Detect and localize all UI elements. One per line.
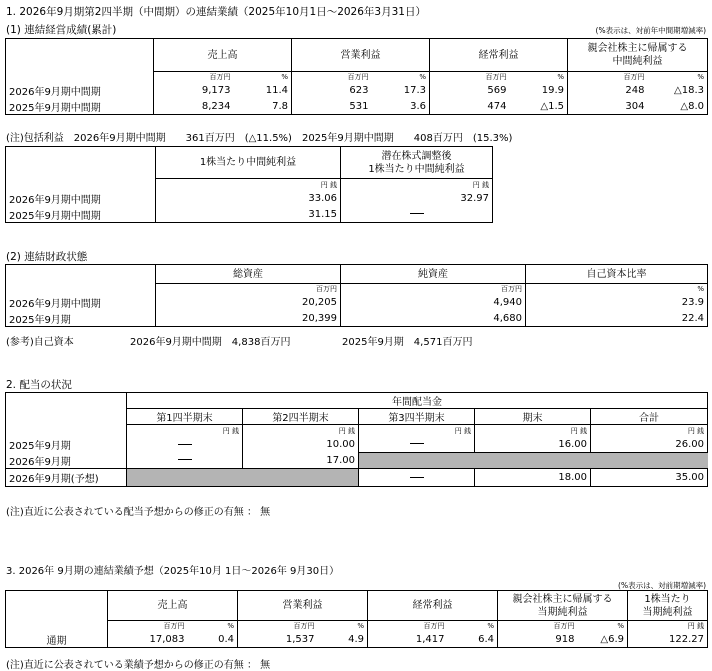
value-cell: 248 (625, 85, 645, 96)
value-cell: 4.9 (318, 632, 368, 648)
value-cell: △6.9 (578, 632, 628, 648)
row-label: 2026年9月期中間期 (6, 191, 156, 207)
dividends-note: (注)直近に公表されている配当予想からの修正の有無 ： 無 (6, 507, 271, 518)
forecast-footnote: (注)直近に公表されている業績予想からの修正の有無 ： 無 (6, 660, 271, 671)
financial-header-ratio: 自己資本比率 (526, 265, 708, 284)
unit-cell: 円 銭 (359, 425, 475, 437)
forecast-header-net-line2: 当期純利益 (537, 606, 588, 618)
dividends-table (5, 392, 708, 487)
value-cell: 4,680 (341, 311, 526, 327)
dash-cell (127, 437, 243, 453)
unit-cell: % (578, 621, 628, 632)
results-table (5, 38, 708, 115)
value-cell: 17.3 (372, 83, 430, 99)
value-cell: 11.4 (234, 83, 292, 99)
value-cell: 17,083 (108, 632, 188, 648)
row-label: 2026年9月期中間期 (6, 295, 156, 311)
value-cell: 474 (430, 99, 510, 115)
forecast-header-net (498, 591, 628, 621)
financial-heading: (2) 連結財政状態 (6, 251, 88, 263)
unit-cell: % (234, 72, 292, 83)
value-cell: 31.15 (156, 207, 341, 223)
unit-cell: 円 銭 (341, 179, 493, 191)
unit-cell: 円 銭 (591, 425, 708, 437)
unit-cell: 円 銭 (243, 425, 359, 437)
unit-cell: % (510, 72, 568, 83)
results-note: (%表示は、対前年中間期増減率) (595, 26, 706, 35)
units-blank (6, 72, 154, 83)
dash-cell (341, 207, 493, 223)
value-cell: 918 (498, 632, 578, 648)
financial-header-blank (6, 265, 156, 284)
value-cell: 26.00 (591, 437, 708, 453)
dash-mark (178, 459, 192, 460)
forecast-header-ord: 経常利益 (368, 591, 498, 621)
forecast-header-eps-line2: 当期純利益 (642, 606, 693, 618)
results-header-net-line1: 親会社株主に帰属する (587, 43, 688, 54)
value-cell: 16.00 (475, 437, 591, 453)
units-blank (6, 179, 156, 191)
financial-table (5, 264, 708, 327)
row-label: 2025年9月期中間期 (6, 99, 154, 115)
dividends-header-q2: 第2四半期末 (243, 409, 359, 425)
value-cell: △8.0 (648, 99, 708, 115)
unit-cell: 円 銭 (475, 425, 591, 437)
value-cell: 0.4 (188, 632, 238, 648)
dash-mark (178, 444, 192, 445)
dividends-header-q3: 第3四半期末 (359, 409, 475, 425)
dividends-header-total: 合計 (591, 409, 708, 425)
unit-cell: 円 銭 (156, 179, 341, 191)
value-cell: 1,537 (238, 632, 318, 648)
dash-mark (410, 477, 424, 478)
value-cell: 20,205 (156, 295, 341, 311)
value-cell: 3.6 (372, 99, 430, 115)
units-blank (6, 284, 156, 295)
row-label: 2026年9月期中間期 (6, 83, 154, 99)
dividends-group-header: 年間配当金 (127, 393, 708, 409)
eps-diluted-header (341, 147, 493, 179)
value-cell: 23.9 (526, 295, 708, 311)
value-cell: 6.4 (448, 632, 498, 648)
unit-cell: 百万円 (568, 72, 648, 83)
eps-header-blank (6, 147, 156, 179)
eps-table (5, 146, 493, 223)
unit-cell: 円 銭 (628, 621, 708, 632)
value-cell: 8,234 (154, 99, 234, 115)
page-title: 1. 2026年9月期第2四半期（中間期）の連結業績（2025年10月1日～2026年3月31日） (6, 6, 426, 18)
value-cell: 569 (487, 85, 507, 96)
value-cell: 20,399 (156, 311, 341, 327)
value-cell: 32.97 (341, 191, 493, 207)
value-cell: △18.3 (648, 83, 708, 99)
value-cell: 35.00 (591, 469, 708, 487)
forecast-header-net-line1: 親会社株主に帰属する (512, 593, 613, 605)
unit-cell: 百万円 (368, 621, 448, 632)
dash-mark (410, 443, 424, 444)
unit-cell: 百万円 (108, 621, 188, 632)
dash-mark (410, 213, 424, 214)
forecast-heading: 3. 2026年 9月期の連結業績予想（2025年10月 1日～2026年 9月30日） (6, 566, 340, 577)
unit-cell: 百万円 (341, 284, 526, 295)
value-cell: 122.27 (628, 632, 708, 648)
value-cell: 19.9 (510, 83, 568, 99)
row-label: 2026年9月期 (6, 453, 127, 469)
results-heading: (1) 連結経営成績(累計) (6, 24, 117, 36)
unit-cell: % (648, 72, 708, 83)
unit-cell: 円 銭 (127, 425, 243, 437)
unit-cell: 百万円 (238, 621, 318, 632)
dash-cell (127, 453, 243, 469)
dividends-header-q1: 第1四半期末 (127, 409, 243, 425)
forecast-header-op: 営業利益 (238, 591, 368, 621)
units-blank (6, 621, 108, 632)
forecast-header-eps-line1: 1株当たり (644, 593, 691, 605)
forecast-header-blank (6, 591, 108, 621)
eps-diluted-header-line1: 潜在株式調整後 (381, 150, 452, 162)
forecast-header-eps (628, 591, 708, 621)
results-header-ord: 経常利益 (430, 39, 568, 72)
forecast-header-sales: 売上高 (108, 591, 238, 621)
equity-ref-label: (参考)自己資本 (6, 337, 74, 348)
unit-cell: % (188, 621, 238, 632)
eps-header: 1株当たり中間純利益 (156, 147, 341, 179)
row-label: 2025年9月期 (6, 437, 127, 453)
value-cell: △1.5 (510, 99, 568, 115)
row-label: 2025年9月期 (6, 311, 156, 327)
value-cell: 9,173 (201, 85, 231, 96)
value-cell: 304 (568, 99, 648, 115)
comprehensive-income-note: (注)包括利益 2026年9月期中間期 361百万円 (△11.5%) 2025年9月期中間期 408百万円 (15.3%) (6, 133, 513, 144)
row-label: 通期 (6, 632, 108, 648)
unit-cell: % (526, 284, 708, 295)
dash-cell (359, 437, 475, 453)
eps-diluted-header-line2: 1株当たり中間純利益 (368, 163, 465, 175)
results-header-blank (6, 39, 154, 72)
value-cell: 1,417 (368, 632, 448, 648)
unit-cell: 百万円 (156, 284, 341, 295)
equity-ref-current: 2026年9月期中間期 4,838百万円 (130, 337, 291, 348)
value-cell: 531 (292, 99, 372, 115)
value-cell: 7.8 (234, 99, 292, 115)
unit-cell: 百万円 (154, 72, 234, 83)
value-cell: 17.00 (243, 453, 359, 469)
forecast-table (5, 590, 708, 648)
unit-cell: 百万円 (430, 72, 510, 83)
results-header-net-line2: 中間純利益 (612, 56, 663, 67)
value-cell: 22.4 (526, 311, 708, 327)
results-header-net (568, 39, 708, 72)
dividends-header-blank (6, 393, 127, 425)
units-blank (6, 425, 127, 437)
unit-cell: 百万円 (498, 621, 578, 632)
value-cell: 623 (349, 85, 369, 96)
equity-ref-prior: 2025年9月期 4,571百万円 (342, 337, 473, 348)
dividends-header-end: 期末 (475, 409, 591, 425)
unit-cell: % (318, 621, 368, 632)
value-cell: 33.06 (156, 191, 341, 207)
results-header-sales: 売上高 (154, 39, 292, 72)
grey-cell (127, 469, 359, 487)
unit-cell: % (372, 72, 430, 83)
dash-cell (359, 469, 475, 487)
financial-header-net-assets: 純資産 (341, 265, 526, 284)
grey-cell (359, 453, 708, 469)
row-label: 2026年9月期(予想) (6, 469, 127, 487)
unit-cell: % (448, 621, 498, 632)
financial-header-assets: 総資産 (156, 265, 341, 284)
results-header-op: 営業利益 (292, 39, 430, 72)
value-cell: 10.00 (243, 437, 359, 453)
forecast-note: (%表示は、対前期増減率) (618, 581, 706, 590)
value-cell: 18.00 (475, 469, 591, 487)
row-label: 2025年9月期中間期 (6, 207, 156, 223)
unit-cell: 百万円 (292, 72, 372, 83)
dividends-heading: 2. 配当の状況 (6, 379, 72, 391)
value-cell: 4,940 (341, 295, 526, 311)
